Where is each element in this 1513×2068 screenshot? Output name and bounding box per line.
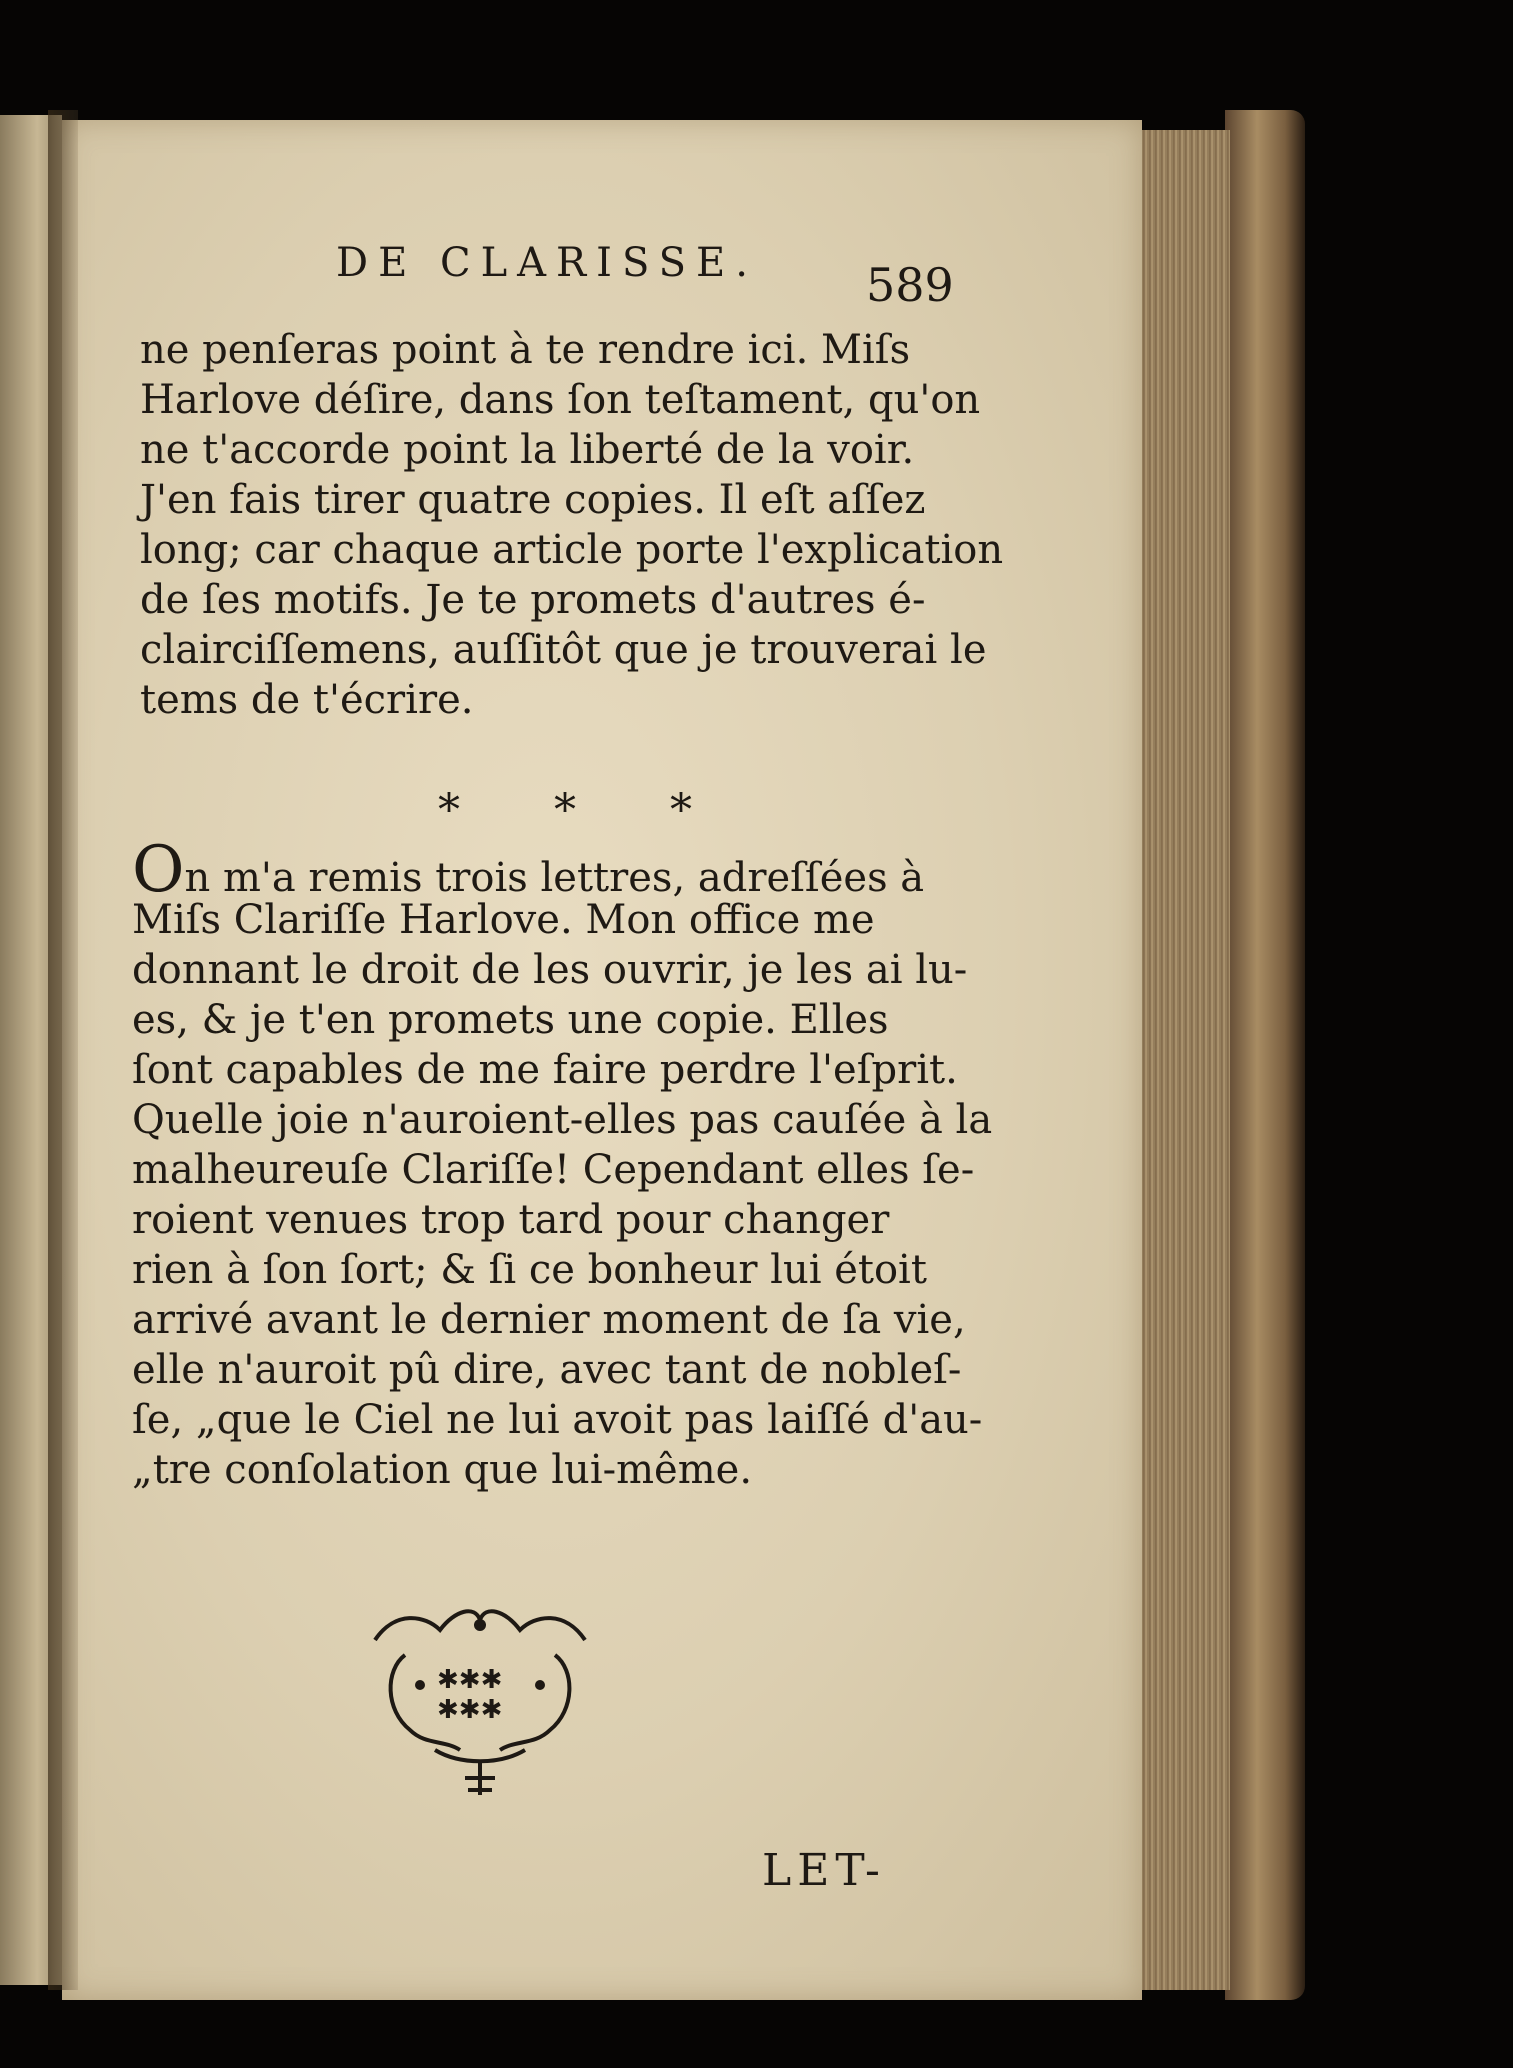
text-line: donnant le droit de les ouvrir, je les ai lu- (132, 947, 968, 993)
text-line: ſe, „que le Ciel ne lui avoit pas laiſſé d'au- (132, 1397, 983, 1443)
text-line: tems de t'écrire. (140, 677, 474, 723)
svg-text:✱✱✱: ✱✱✱ (437, 1665, 503, 1695)
text-line: „tre conſolation que lui-même. (132, 1447, 753, 1493)
floral-tailpiece-ornament-icon (365, 1600, 595, 1800)
paragraph-1 (140, 325, 1004, 725)
text-line: ne penſeras point à te rendre ici. Miſs (140, 327, 911, 373)
text-line-first (132, 833, 925, 907)
text-line-rest: n m'a remis trois lettres, adreſſées à (184, 855, 925, 901)
text-line: elle n'auroit pû dire, avec tant de nobleſ- (132, 1347, 962, 1393)
svg-text:✱✱✱: ✱✱✱ (437, 1695, 503, 1725)
text-line: roient venues trop tard pour changer (132, 1197, 890, 1243)
text-line: ne t'accorde point la liberté de la voir. (140, 427, 915, 473)
spine-shadow (48, 110, 78, 1990)
text-line: Miſs Clariſſe Harlove. Mon office me (132, 897, 875, 943)
running-title: DE CLARISSE. (336, 240, 758, 286)
catchword: LET- (762, 1845, 886, 1896)
text-line: de ſes motifs. Je te promets d'autres é- (140, 577, 926, 623)
page-edges (1130, 130, 1230, 1990)
text-line: ſont capables de me faire perdre l'eſprit. (132, 1047, 958, 1093)
text-line: rien à ſon ſort; & ſi ce bonheur lui étoit (132, 1247, 927, 1293)
text-line: es, & je t'en promets une copie. Elles (132, 997, 889, 1043)
text-line: J'en fais tirer quatre copies. Il eſt aſſez (140, 477, 926, 523)
section-separator: * * * (438, 785, 732, 836)
text-line: Harlove déſire, dans ſon teſtament, qu'on (140, 377, 981, 423)
paragraph-2 (132, 833, 993, 1495)
text-line: Quelle joie n'auroient-elles pas cauſée à la (132, 1097, 993, 1143)
drop-cap: O (132, 833, 185, 907)
text-line: clairciſſemens, auſſitôt que je trouverai le (140, 627, 987, 673)
text-line: long; car chaque article porte l'explication (140, 527, 1004, 573)
text-line: malheureuſe Clariſſe! Cependant elles ſe- (132, 1147, 975, 1193)
book-cover-edge (1225, 110, 1305, 2000)
page-number: 589 (866, 258, 954, 312)
text-line: arrivé avant le dernier moment de ſa vie, (132, 1297, 966, 1343)
